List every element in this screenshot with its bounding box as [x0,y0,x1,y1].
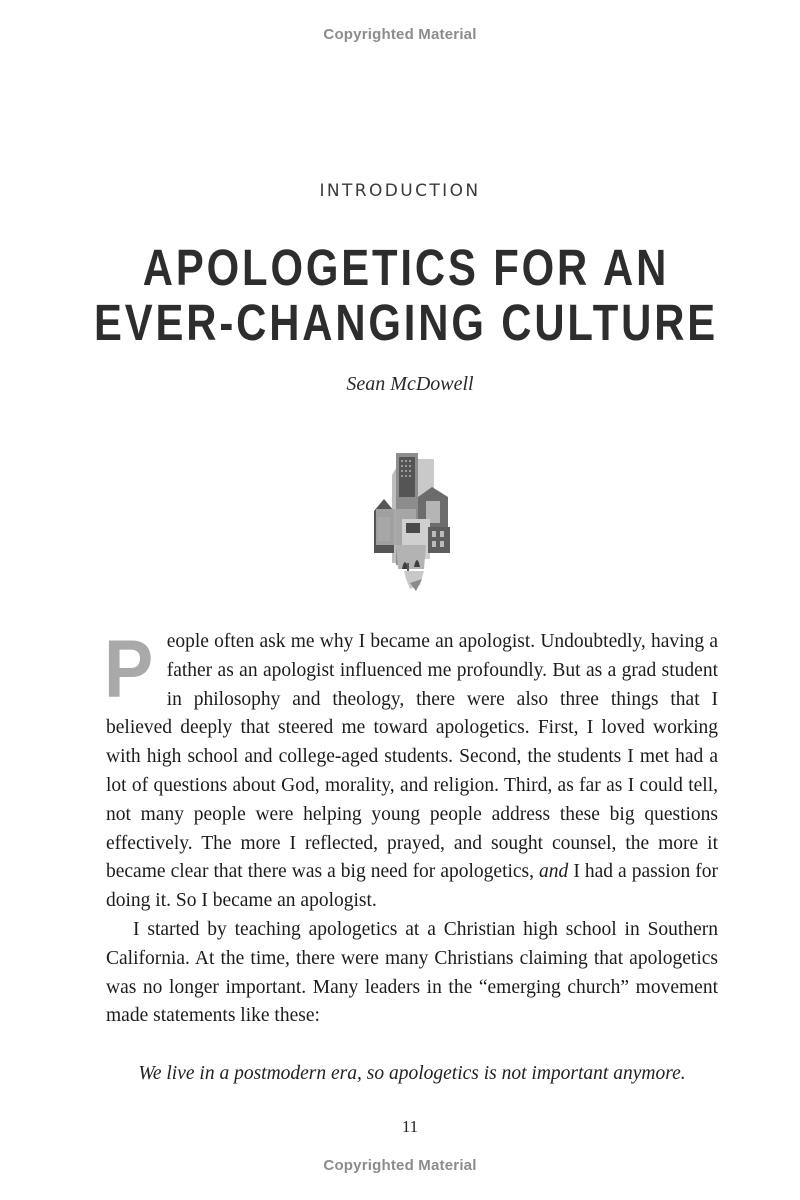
paragraph-text: eople often ask me why I became an apologist. Undoubtedly, having a father as an apologist influenced me profoundly. But as a grad student in philosophy and theology, there were also three things that I believed deeply that steered me toward apologetics. First, I loved working with high school and college-aged students. Second, the students I met had a lot of questions about God, morality, and religion. Third, as far as I could tell, not many people were helping young people address these big questions effectively. The more I reflected, prayed, and sought counsel, the more it became clear that there was a big need for apologetics, [106,631,718,883]
copyright-watermark-bottom: Copyrighted Material [323,1157,477,1174]
city-buildings-icon [366,445,456,593]
emphasis: and [539,861,569,883]
body-text [104,624,718,1031]
chapter-title-line-2: EVER-CHANGING CULTURE [93,294,719,351]
chapter-author: Sean McDowell [346,373,474,395]
paragraph [104,624,718,916]
chapter-kicker: INTRODUCTION [319,181,481,201]
block-quote: We live in a postmodern era, so apologetics is not important anymore. [138,1063,686,1084]
paragraph-text: I had a passion for doing it. So I became an apologist. [106,861,718,912]
chapter-title [73,240,739,350]
paragraph: I started by teaching apologetics at a Christian high school in Southern California. At the time, there were many Christians claiming that apologetics was no longer important. Many leaders in the “emerging church” movement made statements like these: [106,918,718,1027]
page-number: 11 [401,1117,419,1136]
copyright-watermark-top: Copyrighted Material [323,26,477,43]
chapter-title-line-1: APOLOGETICS FOR AN [142,239,670,296]
drop-cap: P [104,624,154,715]
